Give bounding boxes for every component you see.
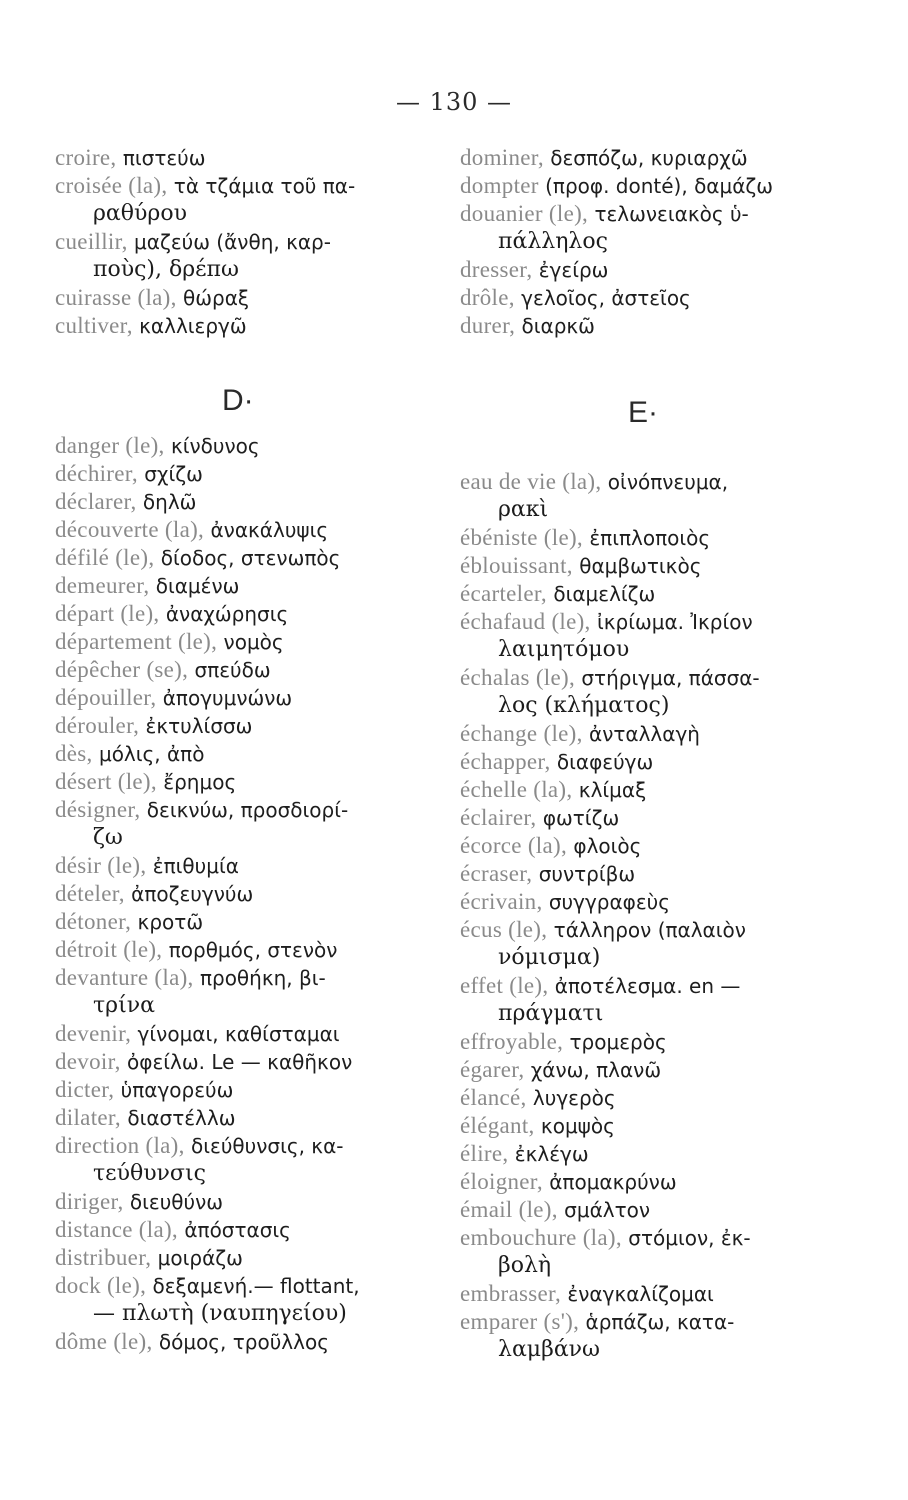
greek-translation: φωτίζω — [536, 806, 620, 830]
greek-translation: διαφεύγω — [550, 750, 654, 774]
greek-translation: σμάλτον — [557, 1198, 651, 1222]
french-headword: élégant, — [460, 1113, 535, 1138]
entry-continuation: ρακὶ — [498, 497, 549, 522]
greek-translation: κροτῶ — [131, 910, 204, 934]
dictionary-entry — [55, 432, 455, 460]
greek-translation: ἔρημος — [156, 770, 237, 794]
entry-continuation: ραθύρου — [93, 201, 187, 226]
dictionary-entry — [55, 796, 455, 824]
greek-translation: διαμελίζω — [546, 582, 656, 606]
french-headword: dicter, — [55, 1077, 115, 1102]
greek-translation: πορθμός, στενὸν — [162, 938, 338, 962]
page-number: — 130 — — [395, 88, 513, 116]
dictionary-entry — [55, 544, 455, 572]
greek-translation: γελοῖος, ἀστεῖος — [514, 286, 691, 310]
dictionary-entry — [460, 776, 880, 804]
greek-translation: χάνω, πλανῶ — [524, 1058, 662, 1082]
dictionary-entry — [460, 524, 880, 552]
dictionary-entry — [55, 1188, 455, 1216]
french-headword: cueillir, — [55, 229, 128, 254]
dictionary-entry — [55, 768, 455, 796]
dictionary-entry — [55, 488, 455, 516]
french-headword: croire, — [55, 145, 117, 170]
french-headword: dépouiller, — [55, 685, 157, 710]
greek-translation: τελωνειακὸς ὑ- — [588, 202, 749, 226]
dictionary-entry — [55, 1020, 455, 1048]
greek-translation: ἀνακάλυψις — [204, 518, 329, 542]
french-headword: déclarer, — [55, 489, 137, 514]
dictionary-entry — [460, 1028, 880, 1056]
dictionary-entry — [55, 1076, 455, 1104]
french-headword: écrivain, — [460, 889, 543, 914]
entry-continuation: λος (κλήματος) — [498, 693, 670, 718]
french-headword: départ (le), — [55, 601, 160, 626]
french-headword: embrasser, — [460, 1281, 562, 1306]
french-headword: devanture (la), — [55, 965, 194, 990]
dictionary-entry — [460, 284, 880, 312]
dictionary-entry — [55, 460, 455, 488]
entry-continuation: νόμισμα) — [498, 945, 601, 970]
dictionary-entry — [460, 312, 880, 340]
dictionary-entry — [460, 1280, 880, 1308]
entry-continuation: λαιμητόμου — [498, 637, 630, 662]
dictionary-entry — [460, 860, 880, 888]
dictionary-entry — [55, 284, 455, 312]
dictionary-entry — [460, 888, 880, 916]
dictionary-entry — [460, 256, 880, 284]
french-headword: distance (la), — [55, 1217, 178, 1242]
dictionary-entry — [460, 720, 880, 748]
dictionary-entry — [55, 144, 455, 172]
dictionary-entry — [55, 1272, 455, 1300]
dictionary-entry — [460, 748, 880, 776]
dictionary-entry — [55, 172, 455, 200]
french-headword: égarer, — [460, 1057, 525, 1082]
french-headword: éloigner, — [460, 1169, 543, 1194]
dictionary-entry — [460, 972, 880, 1000]
french-headword: éblouissant, — [460, 553, 573, 578]
greek-translation: διεύθυνσις, κα- — [184, 1134, 344, 1158]
french-headword: devoir, — [55, 1049, 121, 1074]
french-headword: dompter — [460, 173, 539, 198]
dictionary-entry — [460, 172, 880, 200]
dictionary-entry — [55, 712, 455, 740]
french-headword: dételer, — [55, 881, 125, 906]
greek-translation: ἐναγκαλίζομαι — [561, 1282, 714, 1306]
dictionary-entry — [460, 1168, 880, 1196]
french-headword: effroyable, — [460, 1029, 564, 1054]
entry-continuation: πάλληλος — [498, 229, 608, 254]
greek-translation: ἀνταλλαγὴ — [582, 722, 700, 746]
entry-continuation: ζω — [93, 825, 123, 850]
french-headword: danger (le), — [55, 433, 165, 458]
dictionary-entry — [55, 600, 455, 628]
dictionary-entry — [460, 1196, 880, 1224]
greek-translation: ἐγείρω — [532, 258, 609, 282]
dictionary-entry — [55, 228, 455, 256]
dictionary-entry — [55, 936, 455, 964]
greek-translation: ἀπογυμνώνω — [156, 686, 293, 710]
greek-translation: ἀναχώρησις — [159, 602, 289, 626]
greek-translation: στόμιον, ἐκ- — [621, 1226, 751, 1250]
french-headword: échafaud (le), — [460, 609, 591, 634]
french-headword: diriger, — [55, 1189, 124, 1214]
entry-continuation: τρίνα — [93, 993, 155, 1018]
french-headword: désir (le), — [55, 853, 147, 878]
french-headword: défilé (le), — [55, 545, 155, 570]
dictionary-entry — [460, 804, 880, 832]
greek-translation: (προφ. donté), δαμάζω — [538, 174, 774, 198]
french-headword: désert (le), — [55, 769, 157, 794]
greek-translation: σπεύδω — [188, 658, 271, 682]
greek-translation: ἀποτέλεσμα. en — — [548, 974, 741, 998]
greek-translation: μοιράζω — [151, 1246, 243, 1270]
greek-translation: προθήκη, βι- — [193, 966, 326, 990]
dictionary-entry — [460, 144, 880, 172]
dictionary-entry — [55, 312, 455, 340]
greek-translation: διαστέλλω — [120, 1106, 236, 1130]
french-headword: dilater, — [55, 1105, 121, 1130]
greek-translation: διαρκῶ — [515, 314, 595, 338]
greek-translation: δεικνύω, προσδιορί- — [140, 798, 349, 822]
greek-translation: δόμος, τροῦλλος — [152, 1330, 329, 1354]
french-headword: écraser, — [460, 861, 533, 886]
dictionary-entry — [460, 1112, 880, 1140]
greek-translation: διαμένω — [149, 574, 240, 598]
greek-translation: στήριγμα, πάσσα- — [575, 666, 760, 690]
dictionary-entry — [460, 468, 880, 496]
french-headword: échange (le), — [460, 721, 583, 746]
greek-translation: συγγραφεὺς — [542, 890, 670, 914]
greek-translation: ὀφείλω. Le — καθῆκον — [120, 1050, 353, 1074]
dictionary-entry — [460, 832, 880, 860]
greek-translation: θαμβωτικὸς — [572, 554, 702, 578]
french-headword: direction (la), — [55, 1133, 185, 1158]
right-top-entries — [460, 144, 880, 340]
dictionary-entry — [55, 1328, 455, 1356]
french-headword: échalas (le), — [460, 665, 575, 690]
greek-translation: οἰνόπνευμα, — [601, 470, 729, 494]
entry-continuation: — πλωτὴ (ναυπηγείου) — [93, 1301, 347, 1326]
greek-translation: ἐπιπλοποιὸς — [582, 526, 711, 550]
entry-continuation: λαμβάνω — [498, 1337, 600, 1362]
french-headword: département (le), — [55, 629, 218, 654]
entry-continuation: πράγματι — [498, 1001, 604, 1026]
dictionary-entry — [460, 664, 880, 692]
greek-translation: τὰ τζάμια τοῦ πα- — [167, 174, 356, 198]
french-headword: cuirasse (la), — [55, 285, 177, 310]
greek-translation: σχίζω — [137, 462, 203, 486]
dictionary-entry — [460, 552, 880, 580]
greek-translation: κλίμαξ — [572, 778, 647, 802]
left-top-entries — [55, 144, 455, 340]
dictionary-entry — [55, 1216, 455, 1244]
french-headword: déchirer, — [55, 461, 138, 486]
french-headword: émail (le), — [460, 1197, 558, 1222]
dictionary-entry — [460, 580, 880, 608]
dictionary-entry — [460, 1056, 880, 1084]
section-heading-d: D· — [222, 384, 254, 417]
greek-translation: φλοιὸς — [567, 834, 642, 858]
french-headword: devenir, — [55, 1021, 132, 1046]
greek-translation: ἀπόστασις — [177, 1218, 291, 1242]
french-headword: embouchure (la), — [460, 1225, 622, 1250]
french-headword: découverte (la), — [55, 517, 205, 542]
french-headword: échapper, — [460, 749, 551, 774]
french-headword: désigner, — [55, 797, 141, 822]
greek-translation: τρομερὸς — [563, 1030, 667, 1054]
dictionary-entry — [55, 1048, 455, 1076]
dictionary-entry — [55, 628, 455, 656]
french-headword: détoner, — [55, 909, 132, 934]
french-headword: élancé, — [460, 1085, 527, 1110]
greek-translation: ἰκρίωμα. Ἰκρίον — [590, 610, 753, 634]
entry-continuation: ποὺς), δρέπω — [93, 257, 239, 282]
french-headword: écorce (la), — [460, 833, 568, 858]
greek-translation: λυγερὸς — [526, 1086, 616, 1110]
dictionary-entry — [55, 1244, 455, 1272]
french-headword: durer, — [460, 313, 516, 338]
french-headword: échelle (la), — [460, 777, 573, 802]
french-headword: détroit (le), — [55, 937, 163, 962]
greek-translation: καλλιεργῶ — [132, 314, 247, 338]
dictionary-entry — [460, 1224, 880, 1252]
dictionary-entry — [460, 916, 880, 944]
greek-translation: ἀπομακρύνω — [542, 1170, 677, 1194]
section-heading-e: E· — [628, 396, 658, 429]
dictionary-entry — [55, 964, 455, 992]
french-headword: drôle, — [460, 285, 515, 310]
greek-translation: θώραξ — [176, 286, 250, 310]
dictionary-entry — [460, 1308, 880, 1336]
french-headword: eau de vie (la), — [460, 469, 602, 494]
french-headword: demeurer, — [55, 573, 150, 598]
entry-continuation: βολὴ — [498, 1253, 552, 1278]
dictionary-entry — [55, 908, 455, 936]
dictionary-entry — [55, 516, 455, 544]
greek-translation: γίνομαι, καθίσταμαι — [131, 1022, 340, 1046]
greek-translation: κομψὸς — [534, 1114, 615, 1138]
greek-translation: πιστεύω — [116, 146, 206, 170]
dictionary-entry — [460, 608, 880, 636]
greek-translation: διευθύνω — [123, 1190, 224, 1214]
greek-translation: ἐκλέγω — [508, 1142, 589, 1166]
dictionary-entry — [460, 1084, 880, 1112]
french-headword: élire, — [460, 1141, 509, 1166]
french-headword: dock (le), — [55, 1273, 147, 1298]
left-d-entries — [55, 432, 455, 1356]
greek-translation: ἐπιθυμία — [146, 854, 239, 878]
french-headword: dès, — [55, 741, 93, 766]
greek-translation: ἐκτυλίσσω — [139, 714, 253, 738]
dictionary-entry — [55, 852, 455, 880]
french-headword: cultiver, — [55, 313, 133, 338]
french-headword: dominer, — [460, 145, 544, 170]
french-headword: dépêcher (se), — [55, 657, 189, 682]
french-headword: ébéniste (le), — [460, 525, 583, 550]
greek-translation: δηλῶ — [136, 490, 197, 514]
dictionary-entry — [55, 1132, 455, 1160]
french-headword: écarteler, — [460, 581, 547, 606]
french-headword: emparer (s'), — [460, 1309, 580, 1334]
dictionary-entry — [55, 572, 455, 600]
greek-translation: τάλληρον (παλαιὸν — [547, 918, 746, 942]
greek-translation: δεσπόζω, κυριαρχῶ — [543, 146, 748, 170]
greek-translation: συντρίβω — [532, 862, 636, 886]
french-headword: effet (le), — [460, 973, 549, 998]
greek-translation: κίνδυνος — [164, 434, 260, 458]
french-headword: dôme (le), — [55, 1329, 153, 1354]
french-headword: croisée (la), — [55, 173, 168, 198]
french-headword: dérouler, — [55, 713, 140, 738]
greek-translation: δίοδος, στενωπὸς — [154, 546, 341, 570]
greek-translation: δεξαμενή.— flottant, — [146, 1274, 360, 1298]
greek-translation: μόλις, ἀπὸ — [92, 742, 205, 766]
entry-continuation: τεύθυνσις — [93, 1161, 206, 1186]
french-headword: éclairer, — [460, 805, 537, 830]
french-headword: dresser, — [460, 257, 533, 282]
greek-translation: ὑπαγορεύω — [114, 1078, 234, 1102]
dictionary-entry — [460, 200, 880, 228]
dictionary-entry — [55, 1104, 455, 1132]
greek-translation: ἁρπάζω, κατα- — [579, 1310, 735, 1334]
dictionary-entry — [55, 656, 455, 684]
french-headword: distribuer, — [55, 1245, 152, 1270]
greek-translation: νομὸς — [217, 630, 284, 654]
french-headword: écus (le), — [460, 917, 548, 942]
french-headword: douanier (le), — [460, 201, 589, 226]
dictionary-entry — [55, 740, 455, 768]
dictionary-entry — [460, 1140, 880, 1168]
greek-translation: ἀποζευγνύω — [124, 882, 254, 906]
greek-translation: μαζεύω (ἄνθη, καρ- — [127, 230, 331, 254]
dictionary-entry — [55, 684, 455, 712]
dictionary-entry — [55, 880, 455, 908]
right-e-entries — [460, 468, 880, 1364]
